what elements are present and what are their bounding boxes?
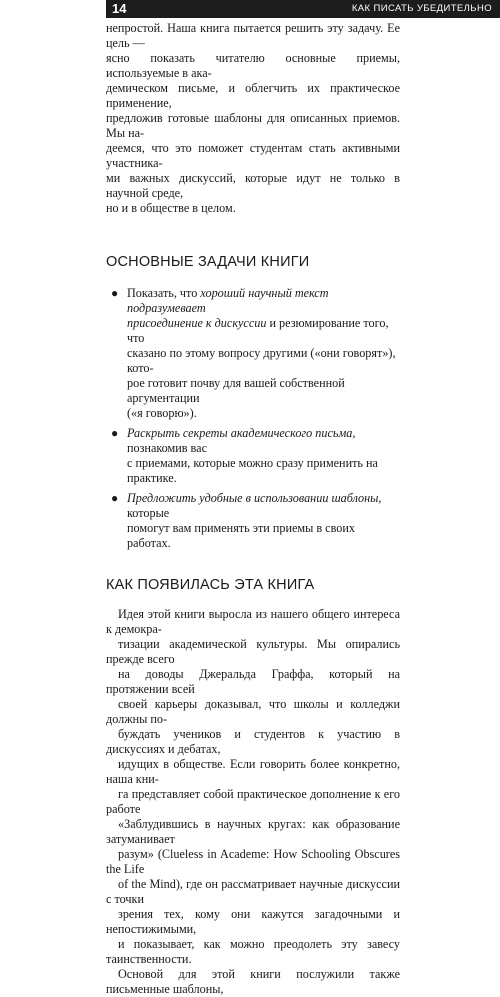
text-line: с приемами, которые можно сразу применить на практике. bbox=[127, 456, 378, 485]
text-line: на доводы Джеральда Граффа, который на протяжении всей bbox=[106, 667, 400, 696]
bullet-icon: ● bbox=[111, 426, 119, 440]
text-line bbox=[127, 491, 400, 521]
text-line: Основой для этой книги послужили также письменные шаблоны, bbox=[106, 967, 400, 996]
italic-text-run: хороший научный текст подразумевает bbox=[127, 286, 329, 315]
list-item bbox=[106, 426, 400, 486]
list-item bbox=[106, 491, 400, 551]
text-run: Показать, что bbox=[127, 286, 201, 300]
text-line: га представляет собой практическое дополнение к его работе bbox=[106, 787, 400, 816]
text-line bbox=[127, 316, 400, 346]
italic-text-run: Раскрыть секреты академического письма, bbox=[127, 426, 356, 440]
text-line: предложив готовые шаблоны для описанных приемов. Мы на- bbox=[106, 111, 400, 140]
bullet-icon: ● bbox=[111, 491, 119, 505]
text-line: своей карьеры доказывал, что школы и колледжи должны по- bbox=[106, 697, 400, 726]
text-line: («я говорю»). bbox=[127, 406, 197, 420]
page-number: 14 bbox=[112, 1, 127, 16]
text-line: идущих в обществе. Если говорить более конкретно, наша кни- bbox=[106, 757, 400, 786]
intro-paragraph bbox=[106, 21, 400, 216]
text-line: ясно показать читателю основные приемы, используемые в ака- bbox=[106, 51, 400, 80]
text-line: сказано по этому вопросу другими («они говорят»), кото- bbox=[127, 346, 396, 375]
section-heading-origin: КАК ПОЯВИЛАСЬ ЭТА КНИГА bbox=[106, 577, 315, 593]
text-line: разум» (Clueless in Academe: How Schooling Obscures the Life bbox=[106, 847, 400, 876]
text-run: познакомив вас bbox=[127, 441, 207, 455]
running-header bbox=[106, 0, 500, 18]
text-line: буждать учеников и студентов к участию в дискуссиях и дебатах, bbox=[106, 727, 400, 756]
text-line bbox=[127, 286, 400, 316]
page-content bbox=[106, 21, 400, 997]
text-line: «Заблудившись в научных кругах: как образование затуманивает bbox=[106, 817, 400, 846]
running-title: КАК ПИСАТЬ УБЕДИТЕЛЬНО bbox=[351, 3, 492, 14]
italic-text-run: Предложить удобные в использовании шаблоны, bbox=[127, 491, 382, 505]
text-run: которые bbox=[127, 506, 170, 520]
text-line: и показывает, как можно преодолеть эту завесу таинственности. bbox=[106, 937, 400, 966]
tasks-list bbox=[106, 286, 400, 551]
text-line: Идея этой книги выросла из нашего общего интереса к демокра- bbox=[106, 607, 400, 636]
text-line bbox=[127, 426, 400, 456]
bullet-icon: ● bbox=[111, 286, 119, 300]
italic-text-run: присоединение к дискуссии bbox=[127, 316, 267, 330]
text-run: и резюмирование того, что bbox=[127, 316, 389, 345]
text-line: рое готовит почву для вашей собственной аргументации bbox=[127, 376, 345, 405]
text-line: демическом письме, и облегчить их практическое применение, bbox=[106, 81, 400, 110]
text-line: of the Mind), где он рассматривает научные дискуссии с точки bbox=[106, 877, 400, 906]
text-line: деемся, что это поможет студентам стать активными участника- bbox=[106, 141, 400, 170]
text-line: ми важных дискуссий, которые идут не только в научной среде, bbox=[106, 171, 400, 200]
text-line: помогут вам применять эти приемы в своих работах. bbox=[127, 521, 355, 550]
origin-paragraph bbox=[106, 607, 400, 997]
text-line: но и в обществе в целом. bbox=[106, 201, 236, 215]
text-line: зрения тех, кому они кажутся загадочными и непостижимыми, bbox=[106, 907, 400, 936]
section-heading-main-tasks: ОСНОВНЫЕ ЗАДАЧИ КНИГИ bbox=[106, 254, 310, 270]
text-line: непростой. Наша книга пытается решить эту задачу. Ее цель — bbox=[106, 21, 400, 50]
text-line: тизации академической культуры. Мы опирались прежде всего bbox=[106, 637, 400, 666]
list-item bbox=[106, 286, 400, 421]
